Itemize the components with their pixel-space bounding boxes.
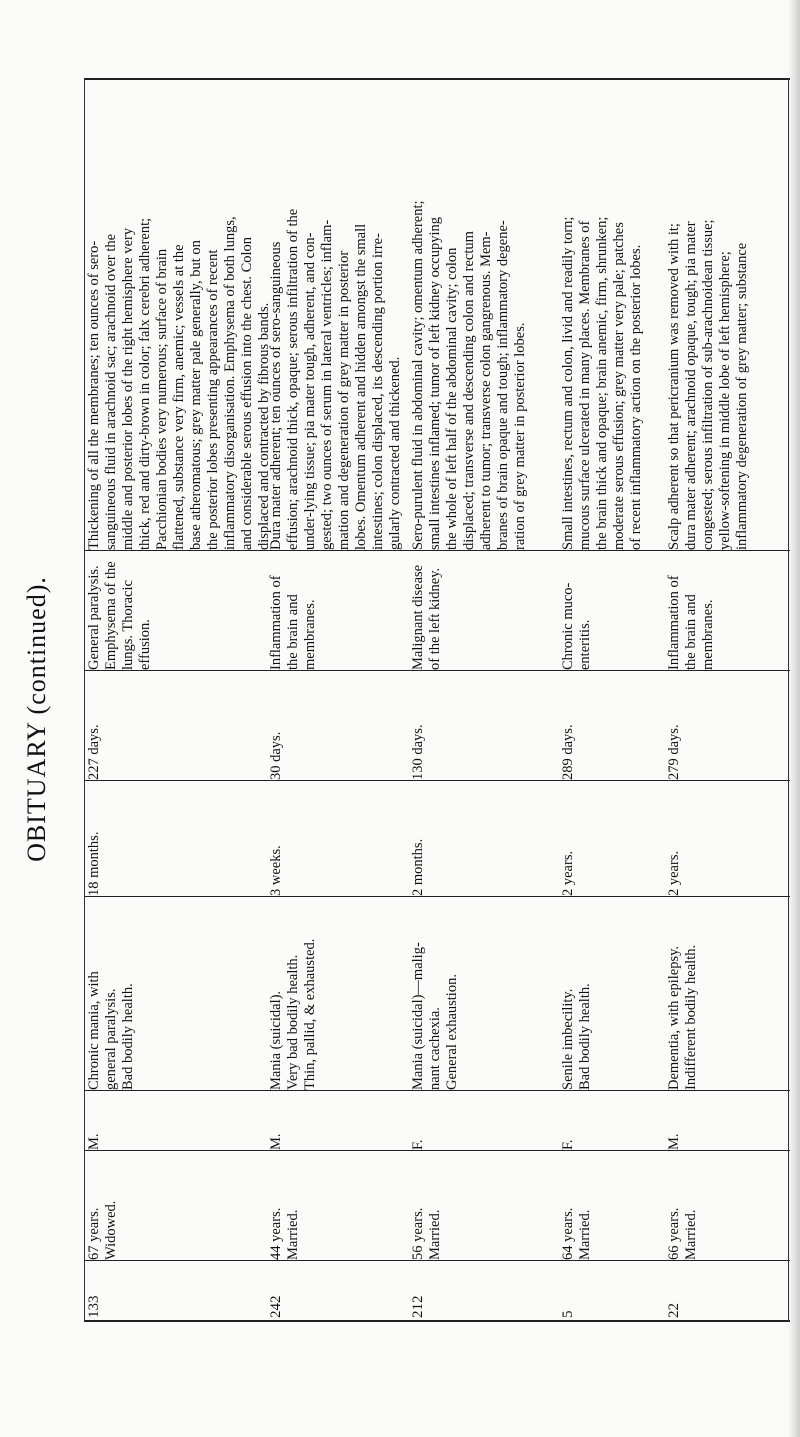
table-cell-form-of-disease [268, 898, 408, 1090]
cell-text: Senile imbecility. Bad bodily health. [560, 983, 593, 1090]
cell-text: Dementia, with epilepsy. Indifferent bodily health. [666, 944, 699, 1090]
table-border-line [84, 78, 85, 1322]
cell-text: 289 days. [560, 724, 576, 780]
cell-text: Inflammation of the brain and membranes. [666, 575, 716, 670]
cell-text: Thickening of all the membranes; ten ounces of sero- sanguineous fluid in arachnoid sac; arachnoid over the middle and posterior lobes of the right hemisphere very thick, red and dirty-brown in color; falx cerebri adherent; Pacchionian bodies very numerous; surface of brain flattened, substance very firm, anemic; vessels at the base atheromatous; grey matter pale generally, but on the posterior lobes presenting appearances of recent inflammatory disorganisation. Emphysema of both lungs, and considerable serous effusion into the chest. Colon displaced and contracted by fibrous bands. [86, 216, 272, 550]
table-cell-post-mortem [666, 80, 786, 550]
cell-text: M. [86, 1133, 102, 1150]
cell-text: 133 [86, 1295, 102, 1318]
table-cell-duration-in-asylum [86, 672, 264, 780]
cell-text: 66 years. Married. [666, 1207, 699, 1260]
cell-text: Dura mater adherent; ten ounces of sero-sanguineous effusion; arachnoid thick, opaque; serous infiltration of the under-lying tissue; pia mater tough, adherent, and con- gested; two ounces of serum in lateral ventricles; inflam- mation and degeneration of grey matter in posterior lobes. Omentum adherent and hidden amongst the small intestines; colon displaced, its descending portion irre- gularly contracted and thickened. [268, 208, 403, 550]
table-cell-duration-before-admission [410, 782, 558, 896]
table-cell-duration-in-asylum [666, 672, 786, 780]
cell-text: Mania (suicidal)—malig- nant cachexia. General exhaustion. [410, 942, 460, 1090]
row-divider-line [84, 1150, 790, 1151]
table-cell-post-mortem [86, 80, 272, 550]
cell-text: M. [268, 1133, 284, 1150]
cell-text: Mania (suicidal). Very bad bodily health. Thin, pallid, & exhausted. [268, 938, 318, 1090]
cell-text: F. [410, 1139, 426, 1150]
cell-text: Chronic muco- enteritis. [560, 582, 593, 670]
table-cell-form-of-disease [86, 898, 264, 1090]
cell-text: 30 days. [268, 731, 284, 780]
cell-text: 67 years. Widowed. [86, 1200, 119, 1260]
cell-text: 5 [560, 1310, 576, 1318]
table-cell-duration-in-asylum [410, 672, 558, 780]
table-cell-post-mortem [410, 80, 558, 550]
cell-text: 18 months. [86, 831, 102, 896]
table-cell-number [560, 1262, 664, 1318]
cell-text: General paralysis. Emphysema of the lungs. Thoracic effusion. [86, 561, 153, 670]
table-cell-cause-of-death [560, 552, 664, 670]
cell-text: F. [560, 1139, 576, 1150]
table-cell-duration-before-admission [666, 782, 786, 896]
row-divider-line [84, 1260, 790, 1261]
table-cell-duration-before-admission [560, 782, 664, 896]
table-cell-duration-before-admission [86, 782, 264, 896]
table-cell-sex [86, 1092, 264, 1150]
cell-text: Sero-purulent fluid in abdominal cavity; omentum adherent; small intestines inflamed; tumor of left kidney occupying the whole of left half of the abdominal cavity; colon displaced; transverse and descending colon and rectum adherent to tumor; transverse colon gangrenous. Mem- branes of brain opaque and tough; inflammatory degene- ration of grey matter in posterior lobes. [410, 200, 528, 550]
table-cell-sex [268, 1092, 408, 1150]
cell-text: 242 [268, 1295, 284, 1318]
cell-text: 2 years. [666, 850, 682, 896]
row-divider-line [84, 1320, 790, 1322]
page-title [14, 0, 60, 1437]
table-cell-post-mortem [560, 80, 664, 550]
table-cell-number [268, 1262, 408, 1318]
row-divider-line [84, 780, 790, 781]
row-divider-line [84, 670, 790, 671]
table-cell-cause-of-death [268, 552, 408, 670]
cell-text: 2 months. [410, 838, 426, 896]
row-divider-line [84, 550, 790, 551]
cell-text: 2 years. [560, 850, 576, 896]
cell-text: 64 years. Married. [560, 1207, 593, 1260]
table-cell-sex [410, 1092, 558, 1150]
cell-text: Scalp adherent so that pericranium was removed with it; dura mater adherent; arachnoid opaque, tough; pia mater congested; serous infiltration of sub-arachnoidean tissue; yellow-softening in middle lobe of left hemisphere; inflammatory degeneration of grey matter; substance [666, 219, 750, 550]
table-cell-sex [666, 1092, 786, 1150]
table-cell-age-condition [666, 1152, 786, 1260]
table-cell-duration-before-admission [268, 782, 408, 896]
cell-text: Small intestines, rectum and colon, livid and readily torn; mucous surface ulcerated in many places. Membranes of the brain thick and opaque; brain anemic, firm, shrunken; moderate serous effusion; grey matter very pale; patches of recent inflammatory action on the posterior lobes. [560, 216, 644, 550]
row-divider-line [84, 896, 790, 897]
page-title-text: OBITUARY (continued). [22, 575, 51, 862]
table-cell-number [410, 1262, 558, 1318]
page-edge-shadow [788, 0, 800, 1437]
table-cell-age-condition [410, 1152, 558, 1260]
cell-text: 212 [410, 1295, 426, 1318]
cell-text: 227 days. [86, 724, 102, 780]
cell-text: 22 [666, 1303, 682, 1318]
cell-text: 3 weeks. [268, 845, 284, 896]
table-cell-age-condition [86, 1152, 264, 1260]
cell-text: 279 days. [666, 724, 682, 780]
table-cell-age-condition [268, 1152, 408, 1260]
table-cell-cause-of-death [666, 552, 786, 670]
table-cell-form-of-disease [560, 898, 664, 1090]
cell-text: Chronic mania, with general paralysis. Bad bodily health. [86, 971, 136, 1090]
table-cell-number [86, 1262, 264, 1318]
table-cell-form-of-disease [410, 898, 558, 1090]
table-cell-form-of-disease [666, 898, 786, 1090]
cell-text: 130 days. [410, 724, 426, 780]
cell-text: 56 years. Married. [410, 1207, 443, 1260]
table-cell-sex [560, 1092, 664, 1150]
cell-text: M. [666, 1133, 682, 1150]
table-cell-post-mortem [268, 80, 408, 550]
table-cell-duration-in-asylum [560, 672, 664, 780]
cell-text: Inflammation of the brain and membranes. [268, 575, 318, 670]
table-cell-age-condition [560, 1152, 664, 1260]
table-cell-cause-of-death [86, 552, 264, 670]
cell-text: 44 years. Married. [268, 1207, 301, 1260]
cell-text: Malignant disease of the left kidney. [410, 564, 443, 670]
row-divider-line [84, 1090, 790, 1091]
table-cell-duration-in-asylum [268, 672, 408, 780]
table-cell-number [666, 1262, 786, 1318]
table-cell-cause-of-death [410, 552, 558, 670]
